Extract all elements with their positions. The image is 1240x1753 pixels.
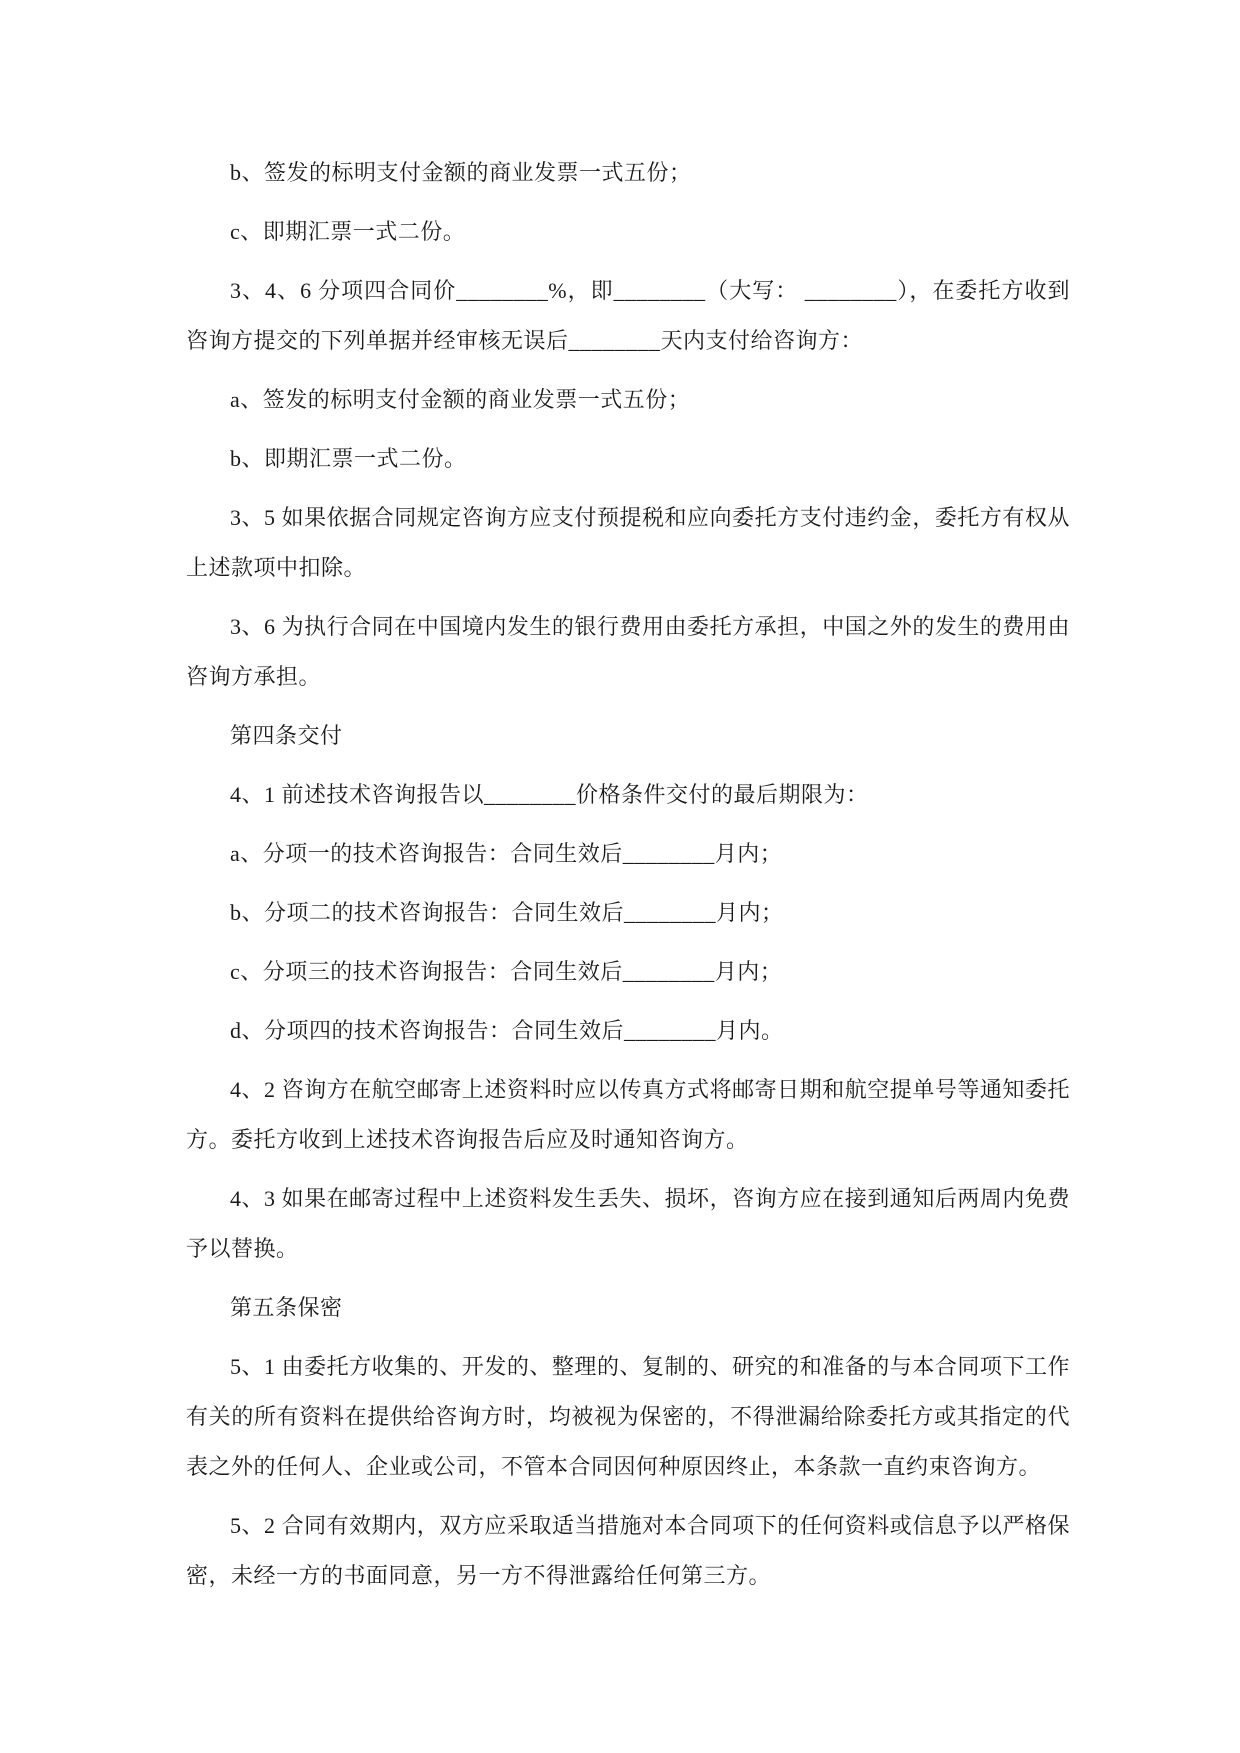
paragraph: 4、2 咨询方在航空邮寄上述资料时应以传真方式将邮寄日期和航空提单号等通知委托方。委托方收到上述技术咨询报告后应及时通知咨询方。 [186, 1077, 1070, 1152]
paragraph: 4、3 如果在邮寄过程中上述资料发生丢失、损坏，咨询方应在接到通知后两周内免费予以替换。 [186, 1186, 1070, 1261]
paragraph: 5、1 由委托方收集的、开发的、整理的、复制的、研究的和准备的与本合同项下工作有关的所有资料在提供给咨询方时，均被视为保密的，不得泄漏给除委托方或其指定的代表之外的任何人、企业或公司，不管本合同因何种原因终止，本条款一直约束咨询方。 [186, 1354, 1070, 1479]
paragraph: a、分项一的技术咨询报告：合同生效后________月内； [230, 841, 783, 866]
paragraph: c、即期汇票一式二份。 [230, 219, 466, 244]
paragraph: b、分项二的技术咨询报告：合同生效后________月内； [230, 900, 784, 925]
paragraph: 第四条交付 [230, 723, 343, 748]
document-body [186, 148, 1070, 1601]
paragraph: b、签发的标明支付金额的商业发票一式五份； [230, 160, 692, 185]
paragraph: 第五条保密 [230, 1295, 343, 1320]
paragraph: 3、6 为执行合同在中国境内发生的银行费用由委托方承担，中国之外的发生的费用由咨询方承担。 [186, 614, 1070, 689]
paragraph: 4、1 前述技术咨询报告以________价格条件交付的最后期限为： [230, 782, 869, 807]
paragraph: d、分项四的技术咨询报告：合同生效后________月内。 [230, 1018, 784, 1043]
paragraph: 5、2 合同有效期内，双方应采取适当措施对本合同项下的任何资料或信息予以严格保密，未经一方的书面同意，另一方不得泄露给任何第三方。 [186, 1513, 1070, 1588]
paragraph: c、分项三的技术咨询报告：合同生效后________月内； [230, 959, 783, 984]
paragraph: b、即期汇票一式二份。 [230, 446, 467, 471]
paragraph: a、签发的标明支付金额的商业发票一式五份； [230, 387, 691, 412]
paragraph: 3、4、6 分项四合同价________%，即________（大写： ________），在委托方收到咨询方提交的下列单据并经审核无误后________天内支付给咨询方： [186, 278, 1070, 353]
paragraph: 3、5 如果依据合同规定咨询方应支付预提税和应向委托方支付违约金，委托方有权从上述款项中扣除。 [186, 505, 1070, 580]
